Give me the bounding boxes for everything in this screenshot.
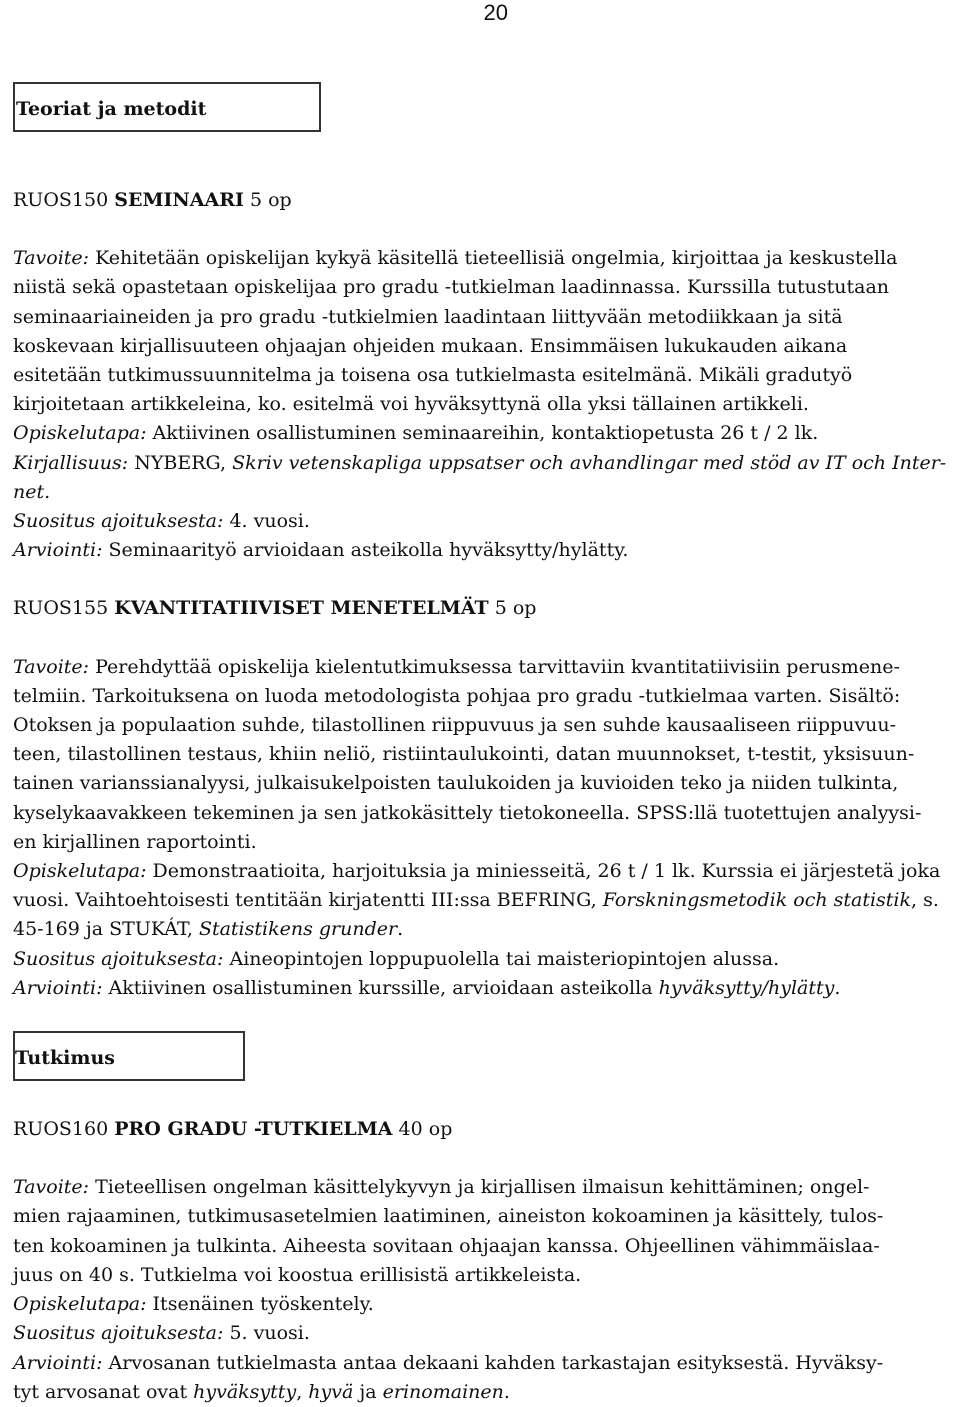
kirjallisuus-line: Kirjallisuus: NYBERG, Skriv vetenskapliga uppsatser och avhandlingar med stöd av IT och Inter- xyxy=(13,451,947,474)
arviointi-line: Arviointi: Arvosanan tutkielmasta antaa dekaani kahden tarkastajan esityksestä. Hyväksy- xyxy=(13,1351,884,1374)
tavoite-line: kyselykaavakkeen tekeminen ja sen jatkokäsittely tietokoneella. SPSS:llä tuotettujen analyysi- xyxy=(13,801,922,824)
arviointi-line: Arviointi: Seminaarityö arvioidaan asteikolla hyväksytty/hylätty. xyxy=(13,539,629,562)
arviointi-label: Arviointi: xyxy=(13,976,103,999)
course-description-ruos155 xyxy=(13,653,955,1003)
arviointi-label: Arviointi: xyxy=(13,1351,103,1374)
tavoite-line: koskevaan kirjallisuuteen ohjaajan ohjeiden mukaan. Ensimmäisen lukukauden aikana xyxy=(13,334,848,357)
opiskelutapa-label: Opiskelutapa: xyxy=(13,1293,147,1316)
opiskelutapa-line: Opiskelutapa: Demonstraatioita, harjoituksia ja miniesseitä, 26 t / 1 lk. Kurssia ei järjestetä joka xyxy=(13,860,941,883)
course-name: PRO GRADU -TUTKIELMA xyxy=(114,1118,393,1141)
course-credits: 5 op xyxy=(249,189,292,211)
course-code: RUOS150 xyxy=(13,189,109,211)
tavoite-line: seminaariaineiden ja pro gradu -tutkielmien laadintaan liittyvään metodiikkaan ja sitä xyxy=(13,305,843,328)
kirjallisuus-label: Kirjallisuus: xyxy=(13,451,129,474)
kirjallisuus-line-cont: net. xyxy=(13,480,51,503)
tavoite-line: en kirjallinen raportointi. xyxy=(13,830,257,853)
grade-name: hyväksytty xyxy=(193,1380,297,1403)
opiskelutapa-line: Opiskelutapa: Aktiivinen osallistuminen seminaareihin, kontaktiopetusta 26 t / 2 lk. xyxy=(13,422,819,445)
arviointi-line: Arviointi: Aktiivinen osallistuminen kurssille, arvioidaan asteikolla hyväksytty/hylätty. xyxy=(13,976,841,999)
suositus-label: Suositus ajoituksesta: xyxy=(13,947,224,970)
tavoite-line: tainen varianssianalyysi, julkaisukelpoisten taulukoiden ja kuvioiden teko ja niiden tulkinta, xyxy=(13,772,899,795)
tavoite-line: juus on 40 s. Tutkielma voi koostua erillisistä artikkeleista. xyxy=(13,1263,582,1286)
tavoite-label: Tavoite: xyxy=(13,655,90,678)
suositus-line: Suositus ajoituksesta: 4. vuosi. xyxy=(13,510,310,533)
opiskelutapa-label: Opiskelutapa: xyxy=(13,422,147,445)
opiskelutapa-line-cont: vuosi. Vaihtoehtoisesti tentitään kirjatentti III:ssa BEFRING, Forskningsmetodik och statistik, s. xyxy=(13,889,939,912)
grading-scale: hyväksytty/hylätty xyxy=(658,976,835,999)
suositus-label: Suositus ajoituksesta: xyxy=(13,510,224,533)
page-number: 20 xyxy=(483,0,508,25)
course-credits: 5 op xyxy=(494,597,537,620)
course-name: KVANTITATIIVISET MENETELMÄT xyxy=(114,597,489,620)
course-title-ruos160 xyxy=(13,1115,955,1144)
tavoite-label: Tavoite: xyxy=(13,247,90,270)
suositus-line: Suositus ajoituksesta: 5. vuosi. xyxy=(13,1322,310,1345)
course-name: SEMINAARI xyxy=(114,189,244,211)
book-title: Forskningsmetodik och statistik xyxy=(602,889,912,912)
tavoite-line: teen, tilastollinen testaus, khiin neliö, ristiintaulukointi, datan muunnokset, t-testit, yksisuun- xyxy=(13,743,915,766)
tavoite-line: Tavoite: Kehitetään opiskelijan kykyä käsitellä tieteellisiä ongelmia, kirjoittaa ja keskustella xyxy=(13,247,898,270)
tavoite-line: kirjoitetaan artikkeleina, ko. esitelmä voi hyväksyttynä olla yksi tällainen artikkeli. xyxy=(13,393,809,416)
course-code: RUOS160 xyxy=(13,1118,109,1141)
tavoite-line: mien rajaaminen, tutkimusasetelmien laatiminen, aineiston kokoaminen ja käsittely, tulos- xyxy=(13,1205,884,1228)
grade-name: hyvä xyxy=(308,1380,354,1403)
tavoite-line: Otoksen ja populaation suhde, tilastollinen riippuvuus ja sen suhde kausaaliseen riippuvuu- xyxy=(13,714,897,737)
page-content xyxy=(13,82,955,1407)
tavoite-line: Tavoite: Tieteellisen ongelman käsittelykyvyn ja kirjallisen ilmaisun kehittäminen; ongel- xyxy=(13,1176,870,1199)
section-heading-teoriat: Teoriat ja metodit xyxy=(13,82,321,132)
opiskelutapa-label: Opiskelutapa: xyxy=(13,860,147,883)
suositus-line: Suositus ajoituksesta: Aineopintojen loppupuolella tai maisteriopintojen alussa. xyxy=(13,947,780,970)
tavoite-line: ten kokoaminen ja tulkinta. Aiheesta sovitaan ohjaajan kanssa. Ohjeellinen vähimmäislaa- xyxy=(13,1234,880,1257)
arviointi-line-cont: tyt arvosanat ovat hyväksytty, hyvä ja erinomainen. xyxy=(13,1380,510,1403)
course-description-ruos150 xyxy=(13,244,955,565)
course-title-ruos155 xyxy=(13,594,955,623)
tavoite-line: niistä sekä opastetaan opiskelijaa pro gradu -tutkielman laadinnassa. Kurssilla tutustutaan xyxy=(13,276,890,299)
book-title: Statistikens grunder xyxy=(198,918,398,941)
section-heading-tutkimus: Tutkimus xyxy=(13,1031,245,1081)
tavoite-line: telmiin. Tarkoituksena on luoda metodologista pohjaa pro gradu -tutkielmaa varten. Sisältö: xyxy=(13,684,901,707)
arviointi-label: Arviointi: xyxy=(13,539,103,562)
course-code: RUOS155 xyxy=(13,597,109,620)
tavoite-label: Tavoite: xyxy=(13,1176,90,1199)
tavoite-line: esitetään tutkimussuunnitelma ja toisena osa tutkielmasta esitelmänä. Mikäli gradutyö xyxy=(13,364,853,387)
course-credits: 40 op xyxy=(398,1118,453,1141)
tavoite-line: Tavoite: Perehdyttää opiskelija kielentutkimuksessa tarvittaviin kvantitatiivisiin perusmene- xyxy=(13,655,900,678)
course-description-ruos160 xyxy=(13,1173,955,1407)
grade-name: erinomainen xyxy=(382,1380,504,1403)
opiskelutapa-line-cont: 45-169 ja STUKÁT, Statistikens grunder. xyxy=(13,918,404,941)
suositus-label: Suositus ajoituksesta: xyxy=(13,1322,224,1345)
course-title-ruos150 xyxy=(13,186,955,215)
book-title: Skriv vetenskapliga uppsatser och avhandlingar med stöd av IT och Inter- xyxy=(232,451,947,474)
opiskelutapa-line: Opiskelutapa: Itsenäinen työskentely. xyxy=(13,1293,374,1316)
